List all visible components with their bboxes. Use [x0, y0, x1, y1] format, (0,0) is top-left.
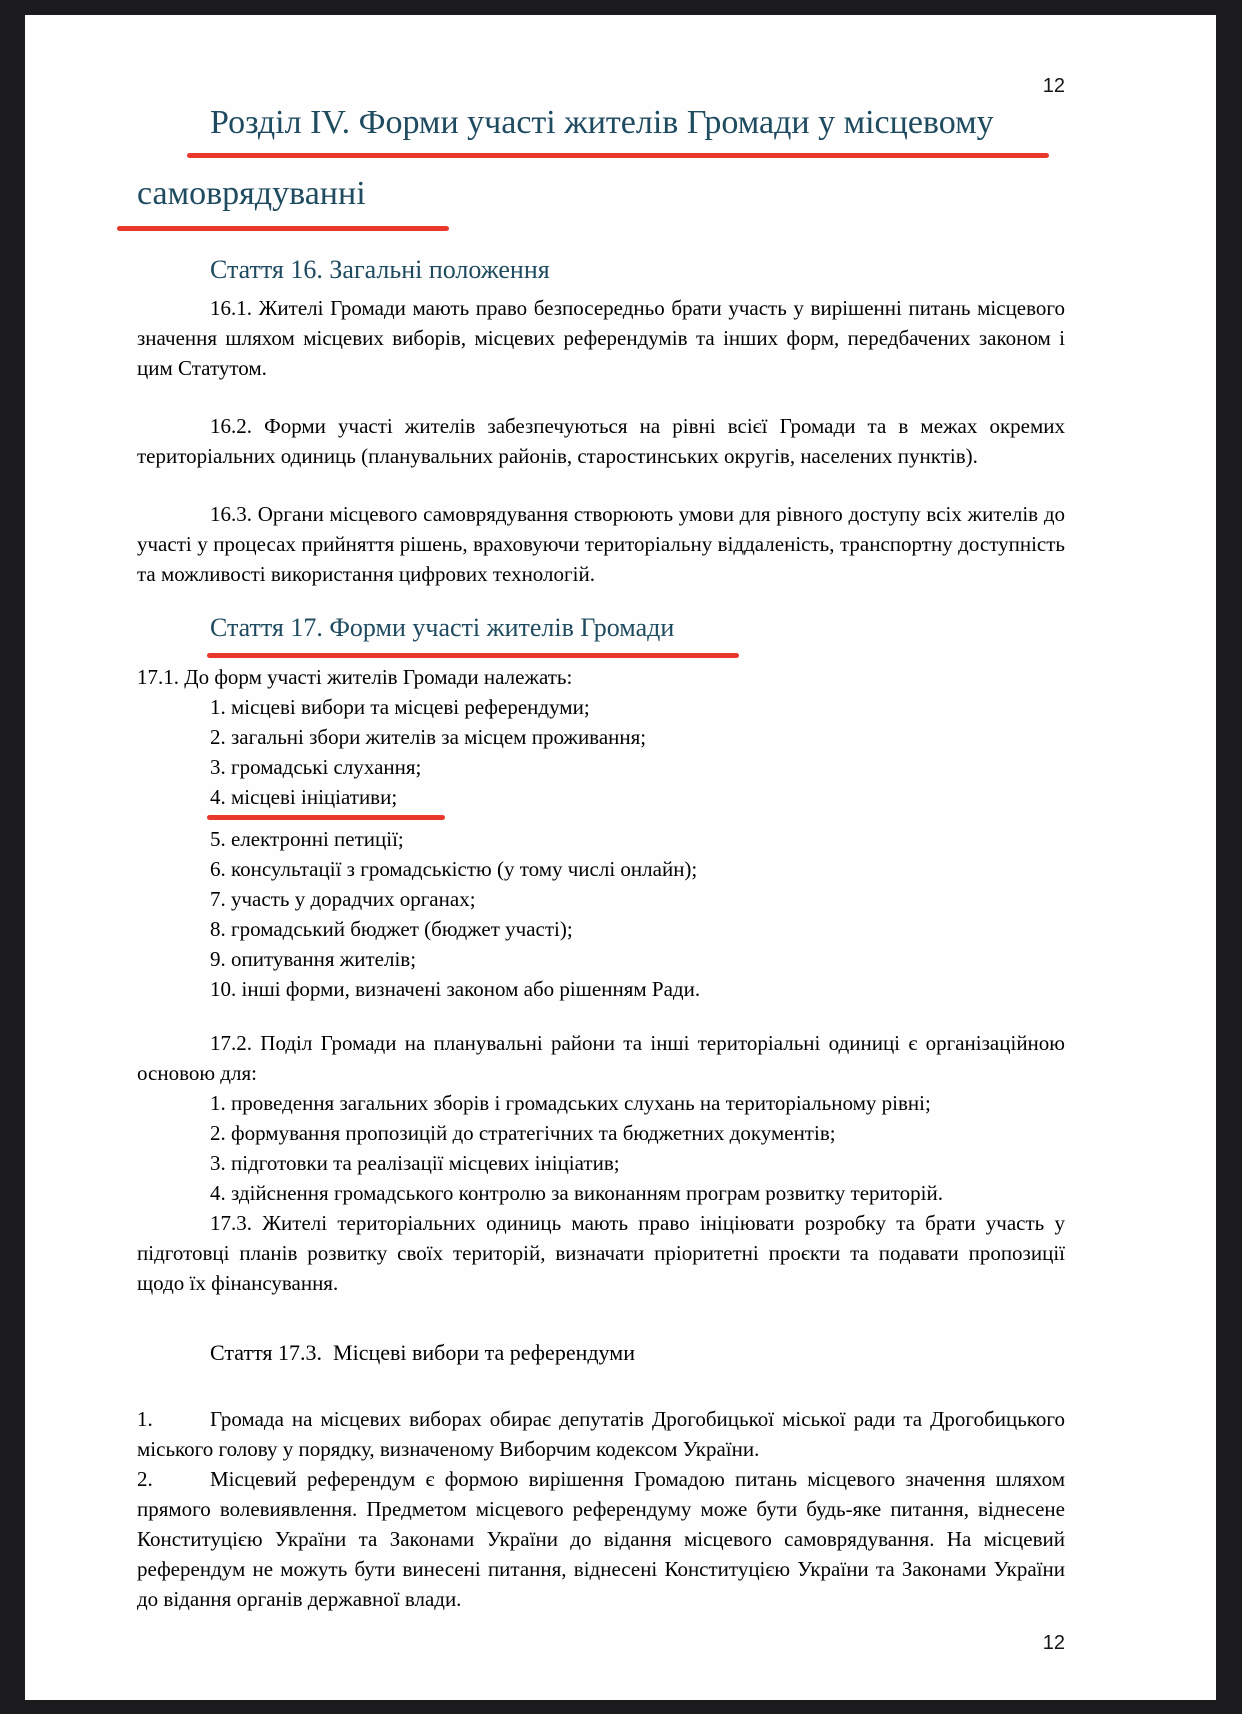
list-item-text: 8. громадський бюджет (бюджет участі); [210, 917, 573, 941]
document-page [25, 15, 1216, 1700]
chapter-heading-line1: Розділ IV. Форми участі жителів Громади у місцевому [210, 104, 994, 141]
list-item [210, 974, 1065, 1004]
list-item-text: 2. формування пропозицій до стратегічних та бюджетних документів; [210, 1121, 836, 1145]
list-item [210, 854, 1065, 884]
list-item [210, 1088, 1065, 1118]
list-item-text: 10. інші форми, визначені законом або рішенням Ради. [210, 977, 701, 1001]
numbered-paragraph-2 [137, 1464, 1065, 1614]
paragraph-number: 2. [137, 1467, 153, 1491]
chapter-heading-line2: самоврядуванні [137, 175, 366, 212]
list-item [210, 1148, 1065, 1178]
list-item [210, 722, 1065, 752]
list-item [210, 914, 1065, 944]
paragraph-17-1-intro: 17.1. До форм участі жителів Громади належать: [137, 665, 573, 689]
red-underline-article-17 [207, 653, 739, 658]
territorial-purposes-list [137, 1088, 1065, 1208]
paragraph-number: 1. [137, 1407, 153, 1431]
article-16-title: Стаття 16. Загальні положення [210, 255, 550, 284]
list-item [210, 944, 1065, 974]
list-item-text: 1. місцеві вибори та місцеві референдуми; [210, 695, 590, 719]
list-item [210, 752, 1065, 782]
list-item [210, 1178, 1065, 1208]
paragraph-16-1: 16.1. Жителі Громади мають право безпосередньо брати участь у вирішенні питань місцевого значення шляхом місцевих виборів, місцевих референдумів та інших форм, передбачених законом і цим Статутом. [137, 296, 1065, 380]
page-content [25, 15, 1216, 1654]
list-item-text: 5. електронні петиції; [210, 827, 404, 851]
list-item-text: 4. місцеві ініціативи; [210, 785, 398, 809]
paragraph-16-2: 16.2. Форми участі жителів забезпечуються на рівні всієї Громади та в межах окремих територіальних одиниць (планувальних районів, старостинських округів, населених пунктів). [137, 414, 1065, 468]
paragraph-text: Місцевий референдум є формою вирішення Громадою питань місцевого значення шляхом прямого волевиявлення. Предметом місцевого референдуму може бути будь-яке питання, віднесене Конституцією України та Законами України до відання місцевого самоврядування. На місцевий референдум не можуть бути винесені питання, віднесені Конституцією України та Законами України до відання органів державної влади. [137, 1467, 1065, 1611]
list-item [210, 1118, 1065, 1148]
numbered-paragraph-1 [137, 1404, 1065, 1464]
list-item-text: 3. громадські слухання; [210, 755, 422, 779]
list-item-text: 1. проведення загальних зборів і громадських слухань на територіальному рівні; [210, 1091, 931, 1115]
paragraph-text: Громада на місцевих виборах обирає депутатів Дрогобицької міської ради та Дрогобицького міського голову у порядку, визначеному Виборчим кодексом України. [137, 1407, 1065, 1461]
list-item-text: 6. консультації з громадськістю (у тому числі онлайн); [210, 857, 698, 881]
paragraph-17-2: 17.2. Поділ Громади на планувальні райони та інші територіальні одиниці є організаційною основою для: [137, 1031, 1065, 1085]
page-number-top: 12 [1042, 75, 1065, 97]
list-item [210, 692, 1065, 722]
participation-forms-list [137, 692, 1065, 1004]
list-item-text: 3. підготовки та реалізації місцевих ініціатив; [210, 1151, 620, 1175]
list-item-text: 2. загальні збори жителів за місцем проживання; [210, 725, 647, 749]
article-17-3-title: Стаття 17.3. Місцеві вибори та референдуми [210, 1340, 635, 1365]
red-underline-chapter-line2 [117, 226, 449, 231]
list-item-text: 7. участь у дорадчих органах; [210, 887, 476, 911]
list-item [210, 824, 1065, 854]
page-number-bottom: 12 [1042, 1632, 1065, 1654]
chapter-heading [137, 99, 1065, 231]
red-underline-chapter-line1 [187, 153, 1049, 158]
list-item-text: 4. здійснення громадського контролю за виконанням програм розвитку територій. [210, 1181, 943, 1205]
article-17-title: Стаття 17. Форми участі жителів Громади [210, 613, 675, 642]
list-item-text: 9. опитування жителів; [210, 947, 417, 971]
paragraph-17-3: 17.3. Жителі територіальних одиниць мають право ініціювати розробку та брати участь у підготовці планів розвитку своїх територій, визначати пріоритетні проєкти та подавати пропозиції щодо їх фінансування. [137, 1211, 1065, 1295]
red-underline-local-initiatives [207, 815, 445, 820]
list-item-underlined [210, 782, 1065, 820]
list-item [210, 884, 1065, 914]
paragraph-16-3: 16.3. Органи місцевого самоврядування створюють умови для рівного доступу всіх жителів до участі у процесах прийняття рішень, враховуючи територіальну віддаленість, транспортну доступність та можливості використання цифрових технологій. [137, 502, 1065, 586]
